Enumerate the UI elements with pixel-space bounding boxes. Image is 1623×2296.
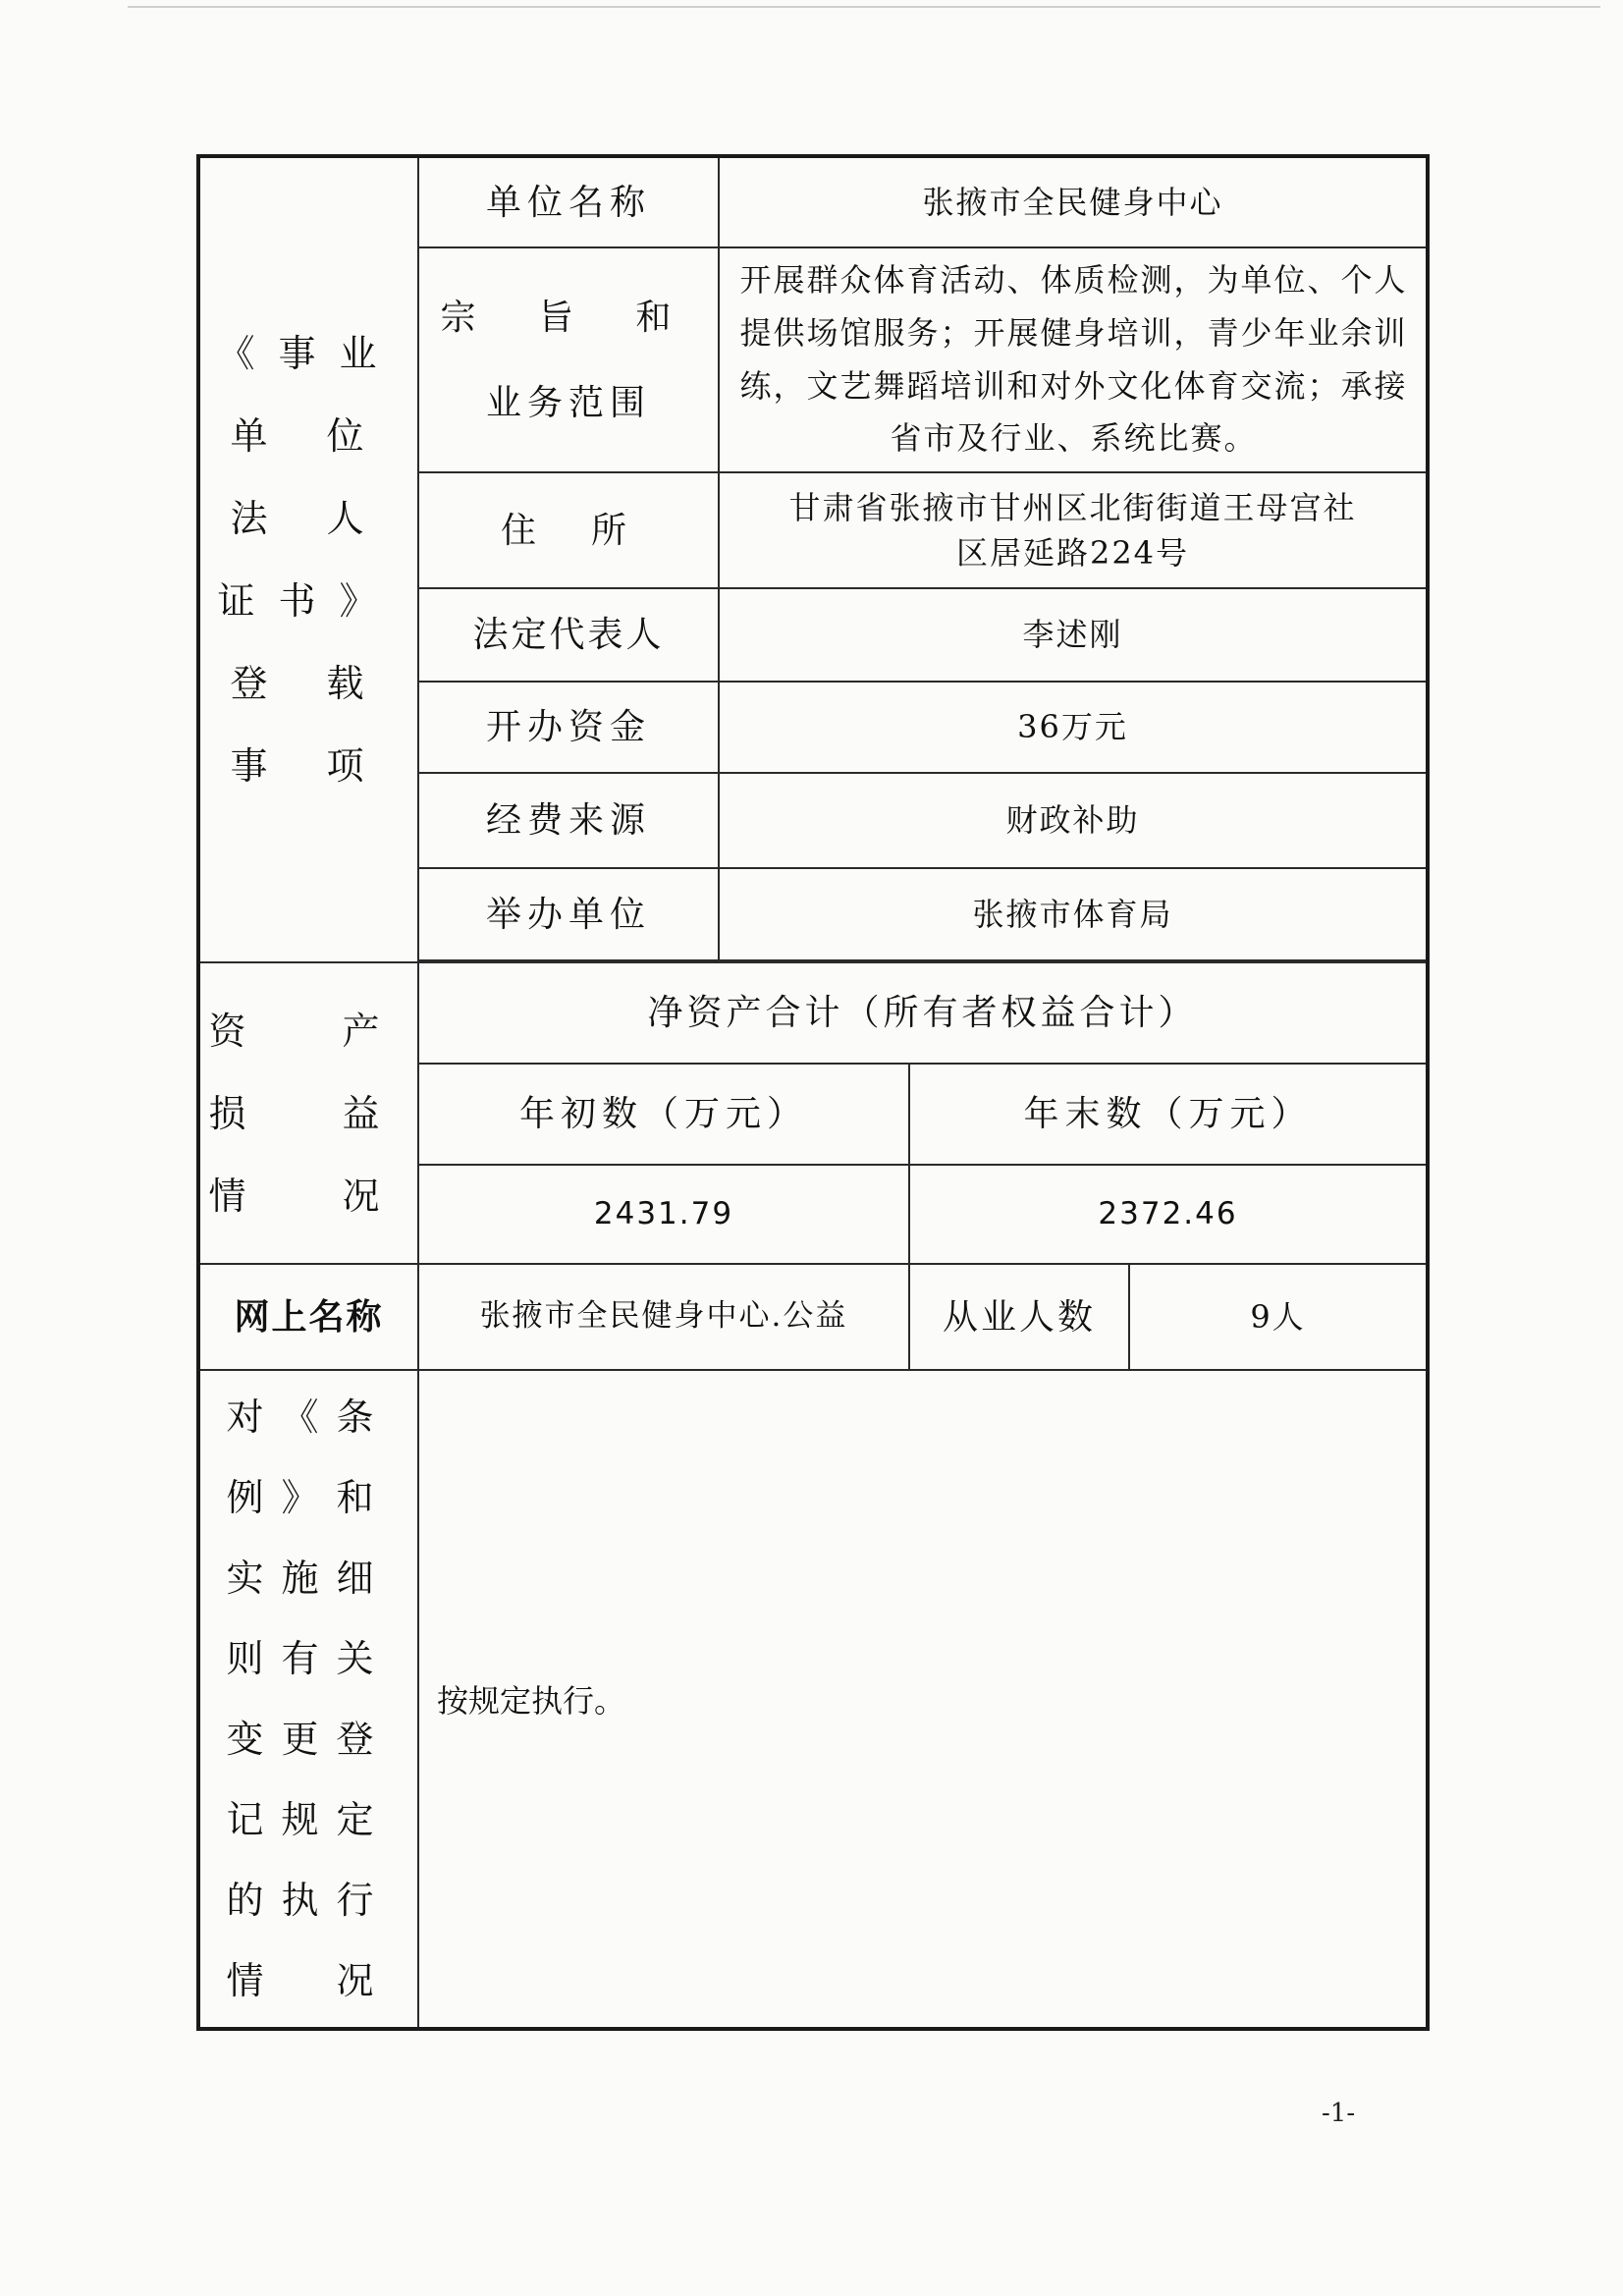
address-label: 住 所 xyxy=(418,472,719,588)
unit-name-value: 张掖市全民健身中心 xyxy=(719,156,1428,247)
address-line: 区居延路224号 xyxy=(955,534,1190,572)
sponsor-value: 张掖市体育局 xyxy=(719,868,1428,960)
page-number: -1- xyxy=(1322,2099,1356,2128)
staff-count-label: 从业人数 xyxy=(909,1264,1129,1370)
exec-title-line: 实施细 xyxy=(226,1557,392,1600)
reg-title-line: 事 项 xyxy=(230,744,388,788)
exec-title-line: 的执行 xyxy=(226,1879,392,1922)
exec-title-line: 则有关 xyxy=(226,1637,392,1680)
purpose-label xyxy=(418,247,719,472)
online-name-label: 网上名称 xyxy=(198,1264,418,1370)
sponsor-label: 举办单位 xyxy=(418,868,719,960)
address-value xyxy=(719,472,1428,588)
exec-title-line: 变更登 xyxy=(226,1718,392,1761)
funding-value: 财政补助 xyxy=(719,773,1428,868)
address-line: 甘肃省张掖市甘州区北街街道王母宫社 xyxy=(788,488,1357,526)
purpose-value: 开展群众体育活动、体质检测，为单位、个人提供场馆服务；开展健身培训，青少年业余训练，文艺舞蹈培训和对外文化体育交流；承接省市及行业、系统比赛。 xyxy=(719,247,1428,472)
assets-title-line: 损 益 xyxy=(208,1091,409,1135)
unit-name-label: 单位名称 xyxy=(418,156,719,247)
reg-title-line: 法 人 xyxy=(230,497,388,540)
net-assets-header: 净资产合计（所有者权益合计） xyxy=(418,962,1428,1064)
end-of-year-value: 2372.46 xyxy=(909,1165,1428,1264)
exec-title-line: 情 况 xyxy=(226,1959,392,2002)
scan-edge-line xyxy=(128,6,1600,8)
execution-value: 按规定执行。 xyxy=(418,1370,1428,2029)
capital-label: 开办资金 xyxy=(418,682,719,773)
exec-title-line: 记规定 xyxy=(226,1798,392,1841)
purpose-label-line: 宗 旨 和 xyxy=(440,297,697,338)
capital-value: 36万元 xyxy=(719,682,1428,773)
registration-section-title xyxy=(198,156,418,962)
start-of-year-label: 年初数（万元） xyxy=(418,1064,909,1165)
staff-count-value: 9人 xyxy=(1129,1264,1428,1370)
legal-rep-label: 法定代表人 xyxy=(418,588,719,682)
reg-title-line: 单 位 xyxy=(230,414,388,458)
purpose-label-line: 业务范围 xyxy=(485,382,651,423)
registration-form-table xyxy=(196,154,1430,2031)
assets-title-line: 资 产 xyxy=(208,1009,409,1053)
assets-section-title xyxy=(198,962,418,1264)
online-name-value: 张掖市全民健身中心.公益 xyxy=(418,1264,909,1370)
funding-label: 经费来源 xyxy=(418,773,719,868)
legal-rep-value: 李述刚 xyxy=(719,588,1428,682)
exec-title-line: 对《条 xyxy=(226,1395,392,1439)
start-of-year-value: 2431.79 xyxy=(418,1165,909,1264)
exec-title-line: 例》和 xyxy=(226,1476,392,1519)
assets-title-line: 情 况 xyxy=(208,1174,409,1218)
execution-section-title xyxy=(198,1370,418,2029)
reg-title-line: 登 载 xyxy=(230,662,388,705)
reg-title-line: 《事业 xyxy=(217,332,401,375)
end-of-year-label: 年末数（万元） xyxy=(909,1064,1428,1165)
reg-title-line: 证书》 xyxy=(217,579,401,623)
